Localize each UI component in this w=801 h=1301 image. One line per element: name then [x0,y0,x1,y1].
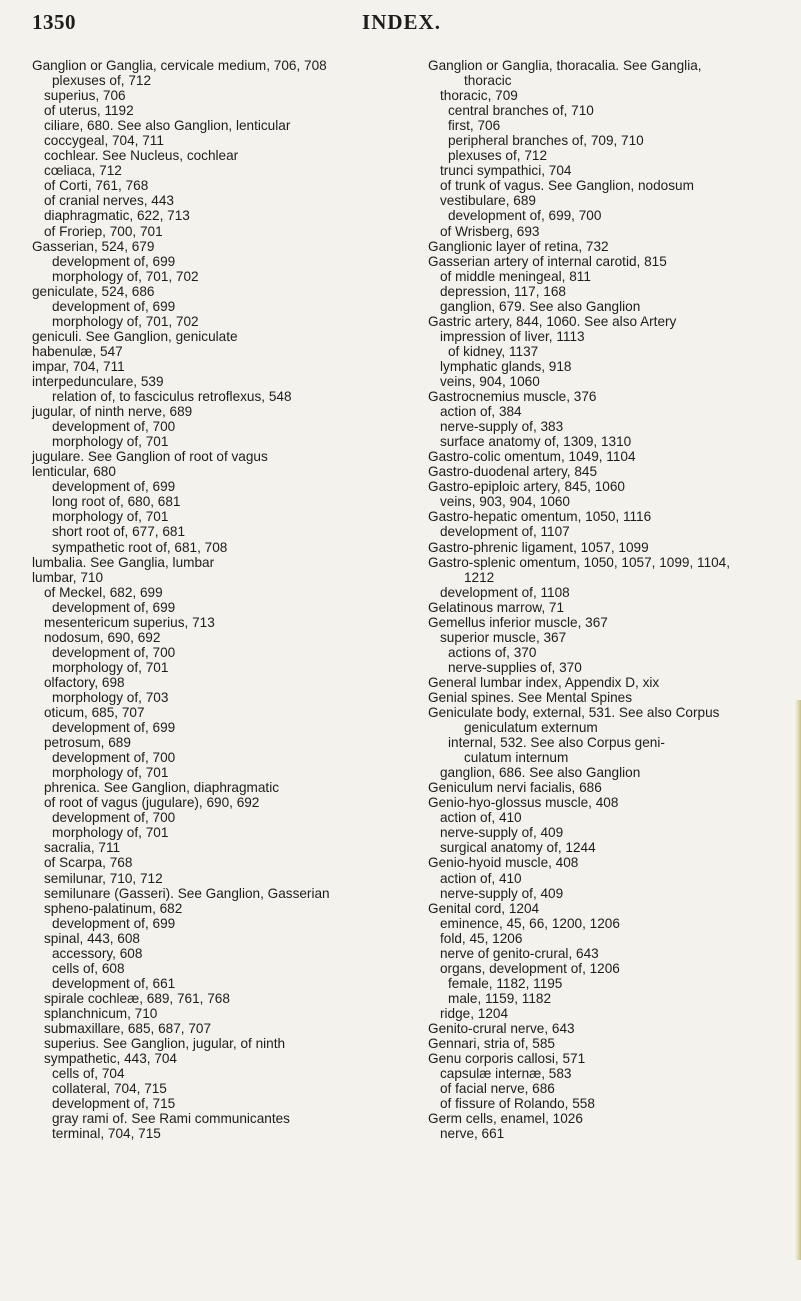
index-entry: splanchnicum, 710 [44,1005,158,1021]
index-entry: morphology of, 701 [52,434,169,450]
index-entry: cells of, 704 [52,1066,125,1082]
index-entry: 1212 [464,569,495,585]
index-entry: Germ cells, enamel, 1026 [428,1111,583,1127]
index-entry: Genital cord, 1204 [428,900,540,916]
index-entry: lumbalia. See Ganglia, lumbar [32,554,215,570]
index-entry: Genio-hyoid muscle, 408 [428,855,579,871]
index-entry: action of, 410 [440,870,522,886]
index-entry: development of, 715 [52,1096,176,1112]
index-entry: vestibulare, 689 [440,193,536,209]
index-entry: Gennari, stria of, 585 [428,1036,555,1052]
index-entry: Gastro-phrenic ligament, 1057, 1099 [428,539,649,555]
index-entry: spirale cochleæ, 689, 761, 768 [44,990,230,1006]
index-entry: action of, 384 [440,404,522,420]
index-entry: veins, 903, 904, 1060 [440,494,570,510]
index-entry: Gastro-epiploic artery, 845, 1060 [428,479,625,495]
index-entry: development of, 699 [52,599,176,615]
index-entry: nerve of genito-crural, 643 [440,945,599,961]
index-entry: Gelatinous marrow, 71 [428,599,565,615]
index-entry: nodosum, 690, 692 [44,629,161,645]
index-entry: cells of, 608 [52,960,125,976]
index-entry: superior muscle, 367 [440,629,567,645]
index-entry: sympathetic, 443, 704 [44,1051,177,1067]
index-entry: development of, 699, 700 [448,208,602,224]
index-entry: capsulæ internæ, 583 [440,1066,572,1082]
index-entry: Gastro-colic omentum, 1049, 1104 [428,449,636,465]
index-entry: surgical anatomy of, 1244 [440,840,596,856]
index-entry: olfactory, 698 [44,674,125,690]
index-entry: General lumbar index, Appendix D, xix [428,674,660,690]
index-entry: superius, 706 [44,88,126,104]
index-entry: of root of vagus (jugulare), 690, 692 [44,795,260,811]
index-entry: impar, 704, 711 [32,358,125,374]
page-edge-stain [795,700,801,1260]
index-entry: of kidney, 1137 [448,343,539,359]
index-entry: morphology of, 701, 702 [52,268,199,284]
index-entry: Gasserian, 524, 679 [32,238,155,254]
index-entry: of uterus, 1192 [44,103,134,119]
index-entry: sympathetic root of, 681, 708 [52,539,228,555]
index-entry: female, 1182, 1195 [448,975,563,991]
index-entry: spheno-palatinum, 682 [44,900,183,916]
index-entry: first, 706 [448,118,501,134]
index-entry: Gastrocnemius muscle, 376 [428,389,597,405]
index-entry: internal, 532. See also Corpus geni- [448,735,665,751]
index-entry: morphology of, 701 [52,659,169,675]
index-entry: Geniculum nervi facialis, 686 [428,780,602,796]
index-entry: of Wrisberg, 693 [440,223,540,239]
index-entry: jugular, of ninth nerve, 689 [32,404,193,420]
index-entry: plexuses of, 712 [448,148,547,164]
index-entry: submaxillare, 685, 687, 707 [44,1021,212,1036]
index-entry: accessory, 608 [52,945,143,961]
index-entry: nerve, 661 [440,1126,505,1142]
index-entry: Genito-crural nerve, 643 [428,1021,575,1036]
index-entry: of Corti, 761, 768 [44,178,149,194]
index-entry: development of, 661 [52,975,176,991]
index-entry: development of, 1108 [440,584,570,600]
index-entry: of cranial nerves, 443 [44,193,174,209]
index-entry: surface anatomy of, 1309, 1310 [440,434,632,450]
page-title: INDEX. [362,10,441,34]
index-entry: development of, 700 [52,750,176,766]
index-entry: superius. See Ganglion, jugular, of ninth [44,1036,286,1052]
index-entry: semilunare (Gasseri). See Ganglion, Gasserian [44,885,330,901]
index-entry: morphology of, 703 [52,689,169,705]
index-entry: eminence, 45, 66, 1200, 1206 [440,915,620,931]
index-entry: nerve-supply of, 383 [440,419,564,435]
index-entry: Gemellus inferior muscle, 367 [428,614,608,630]
index-entry: development of, 700 [52,810,176,826]
index-entry: ganglion, 686. See also Ganglion [440,765,641,781]
index-entry: cœliaca, 712 [44,163,122,179]
index-entry: of fissure of Rolando, 558 [440,1096,595,1112]
index-entry: interpedunculare, 539 [32,373,164,389]
index-entry: trunci sympathici, 704 [440,163,572,179]
page-number: 1350 [32,10,76,34]
index-entry: nerve-supply of, 409 [440,885,564,901]
index-entry: Gasserian artery of internal carotid, 815 [428,253,667,269]
index-entry: Genio-hyo-glossus muscle, 408 [428,795,619,811]
index-entry: lenticular, 680 [32,464,116,480]
index-entry: Gastro-splenic omentum, 1050, 1057, 1099, 1104, [428,554,731,570]
index-entry: spinal, 443, 608 [44,930,140,946]
index-entry: petrosum, 689 [44,735,131,751]
index-entry: collateral, 704, 715 [52,1081,167,1097]
index-entry: relation of, to fasciculus retroflexus, 548 [52,389,292,405]
index-entry: habenulæ, 547 [32,343,123,359]
index-entry: central branches of, 710 [448,103,594,119]
index-entry: gray rami of. See Rami communicantes [52,1111,290,1127]
index-entry: Ganglion or Ganglia, thoracalia. See Ganglia, [428,58,702,73]
right-column [428,58,773,1141]
index-entry: actions of, 370 [448,644,537,660]
index-entry: Gastro-duodenal artery, 845 [428,464,598,480]
index-entry: culatum internum [464,750,569,766]
index-entry: morphology of, 701 [52,509,169,525]
index-entry: development of, 699 [52,915,176,931]
index-entry: nerve-supply of, 409 [440,825,564,841]
index-entry: phrenica. See Ganglion, diaphragmatic [44,780,280,796]
index-entry: plexuses of, 712 [52,73,151,89]
index-entry: peripheral branches of, 709, 710 [448,133,644,149]
page-header [32,10,771,36]
index-entry: Geniculate body, external, 531. See also Corpus [428,705,720,721]
index-entry: action of, 410 [440,810,522,826]
index-entry: Gastro-hepatic omentum, 1050, 1116 [428,509,652,525]
index-entry: jugulare. See Ganglion of root of vagus [32,449,268,465]
index-entry: Ganglionic layer of retina, 732 [428,238,609,254]
index-entry: veins, 904, 1060 [440,373,540,389]
index-entry: ciliare, 680. See also Ganglion, lenticular [44,118,291,134]
index-entry: geniculi. See Ganglion, geniculate [32,328,238,344]
index-entry: nerve-supplies of, 370 [448,659,582,675]
index-entry: development of, 699 [52,479,176,495]
index-entry: morphology of, 701 [52,765,169,781]
index-entry: Genu corporis callosi, 571 [428,1051,586,1067]
index-entry: Genial spines. See Mental Spines [428,689,633,705]
index-entry: development of, 700 [52,644,176,660]
index-entry: Gastric artery, 844, 1060. See also Artery [428,313,677,329]
index-entry: of Froriep, 700, 701 [44,223,163,239]
left-column [32,58,382,1141]
index-entry: of facial nerve, 686 [440,1081,555,1097]
index-entry: cochlear. See Nucleus, cochlear [44,148,239,164]
index-entry: development of, 699 [52,298,176,314]
index-entry: of middle meningeal, 811 [440,268,591,284]
index-entry: development of, 699 [52,253,176,269]
index-entry: of Meckel, 682, 699 [44,584,163,600]
index-entry: long root of, 680, 681 [52,494,181,510]
index-entry: development of, 1107 [440,524,570,540]
index-entry: geniculatum externum [464,720,598,736]
index-entry: of Scarpa, 768 [44,855,133,871]
index-entry: depression, 117, 168 [440,283,566,299]
index-entry: male, 1159, 1182 [448,990,552,1006]
index-entry: geniculate, 524, 686 [32,283,155,299]
index-entry: terminal, 704, 715 [52,1126,161,1142]
index-entry: sacralia, 711 [44,840,121,856]
index-entry: impression of liver, 1113 [440,328,585,344]
index-entry: ridge, 1204 [440,1005,509,1021]
index-entry: lymphatic glands, 918 [440,358,572,374]
index-entry: morphology of, 701 [52,825,169,841]
index-entry: thoracic [464,73,512,89]
index-entry: lumbar, 710 [32,569,104,585]
index-entry: development of, 699 [52,720,176,736]
index-entry: semilunar, 710, 712 [44,870,163,886]
index-entry: of trunk of vagus. See Ganglion, nodosum [440,178,694,194]
index-entry: ganglion, 679. See also Ganglion [440,298,641,314]
index-entry: fold, 45, 1206 [440,930,523,946]
index-entry: diaphragmatic, 622, 713 [44,208,190,224]
index-entry: development of, 700 [52,419,176,435]
index-entry: mesentericum superius, 713 [44,614,215,630]
index-entry: oticum, 685, 707 [44,705,145,721]
index-entry: thoracic, 709 [440,88,518,104]
index-entry: morphology of, 701, 702 [52,313,199,329]
index-entry: Ganglion or Ganglia, cervicale medium, 706, 708 [32,58,327,73]
index-entry: coccygeal, 704, 711 [44,133,164,149]
index-entry: short root of, 677, 681 [52,524,186,540]
index-entry: organs, development of, 1206 [440,960,620,976]
